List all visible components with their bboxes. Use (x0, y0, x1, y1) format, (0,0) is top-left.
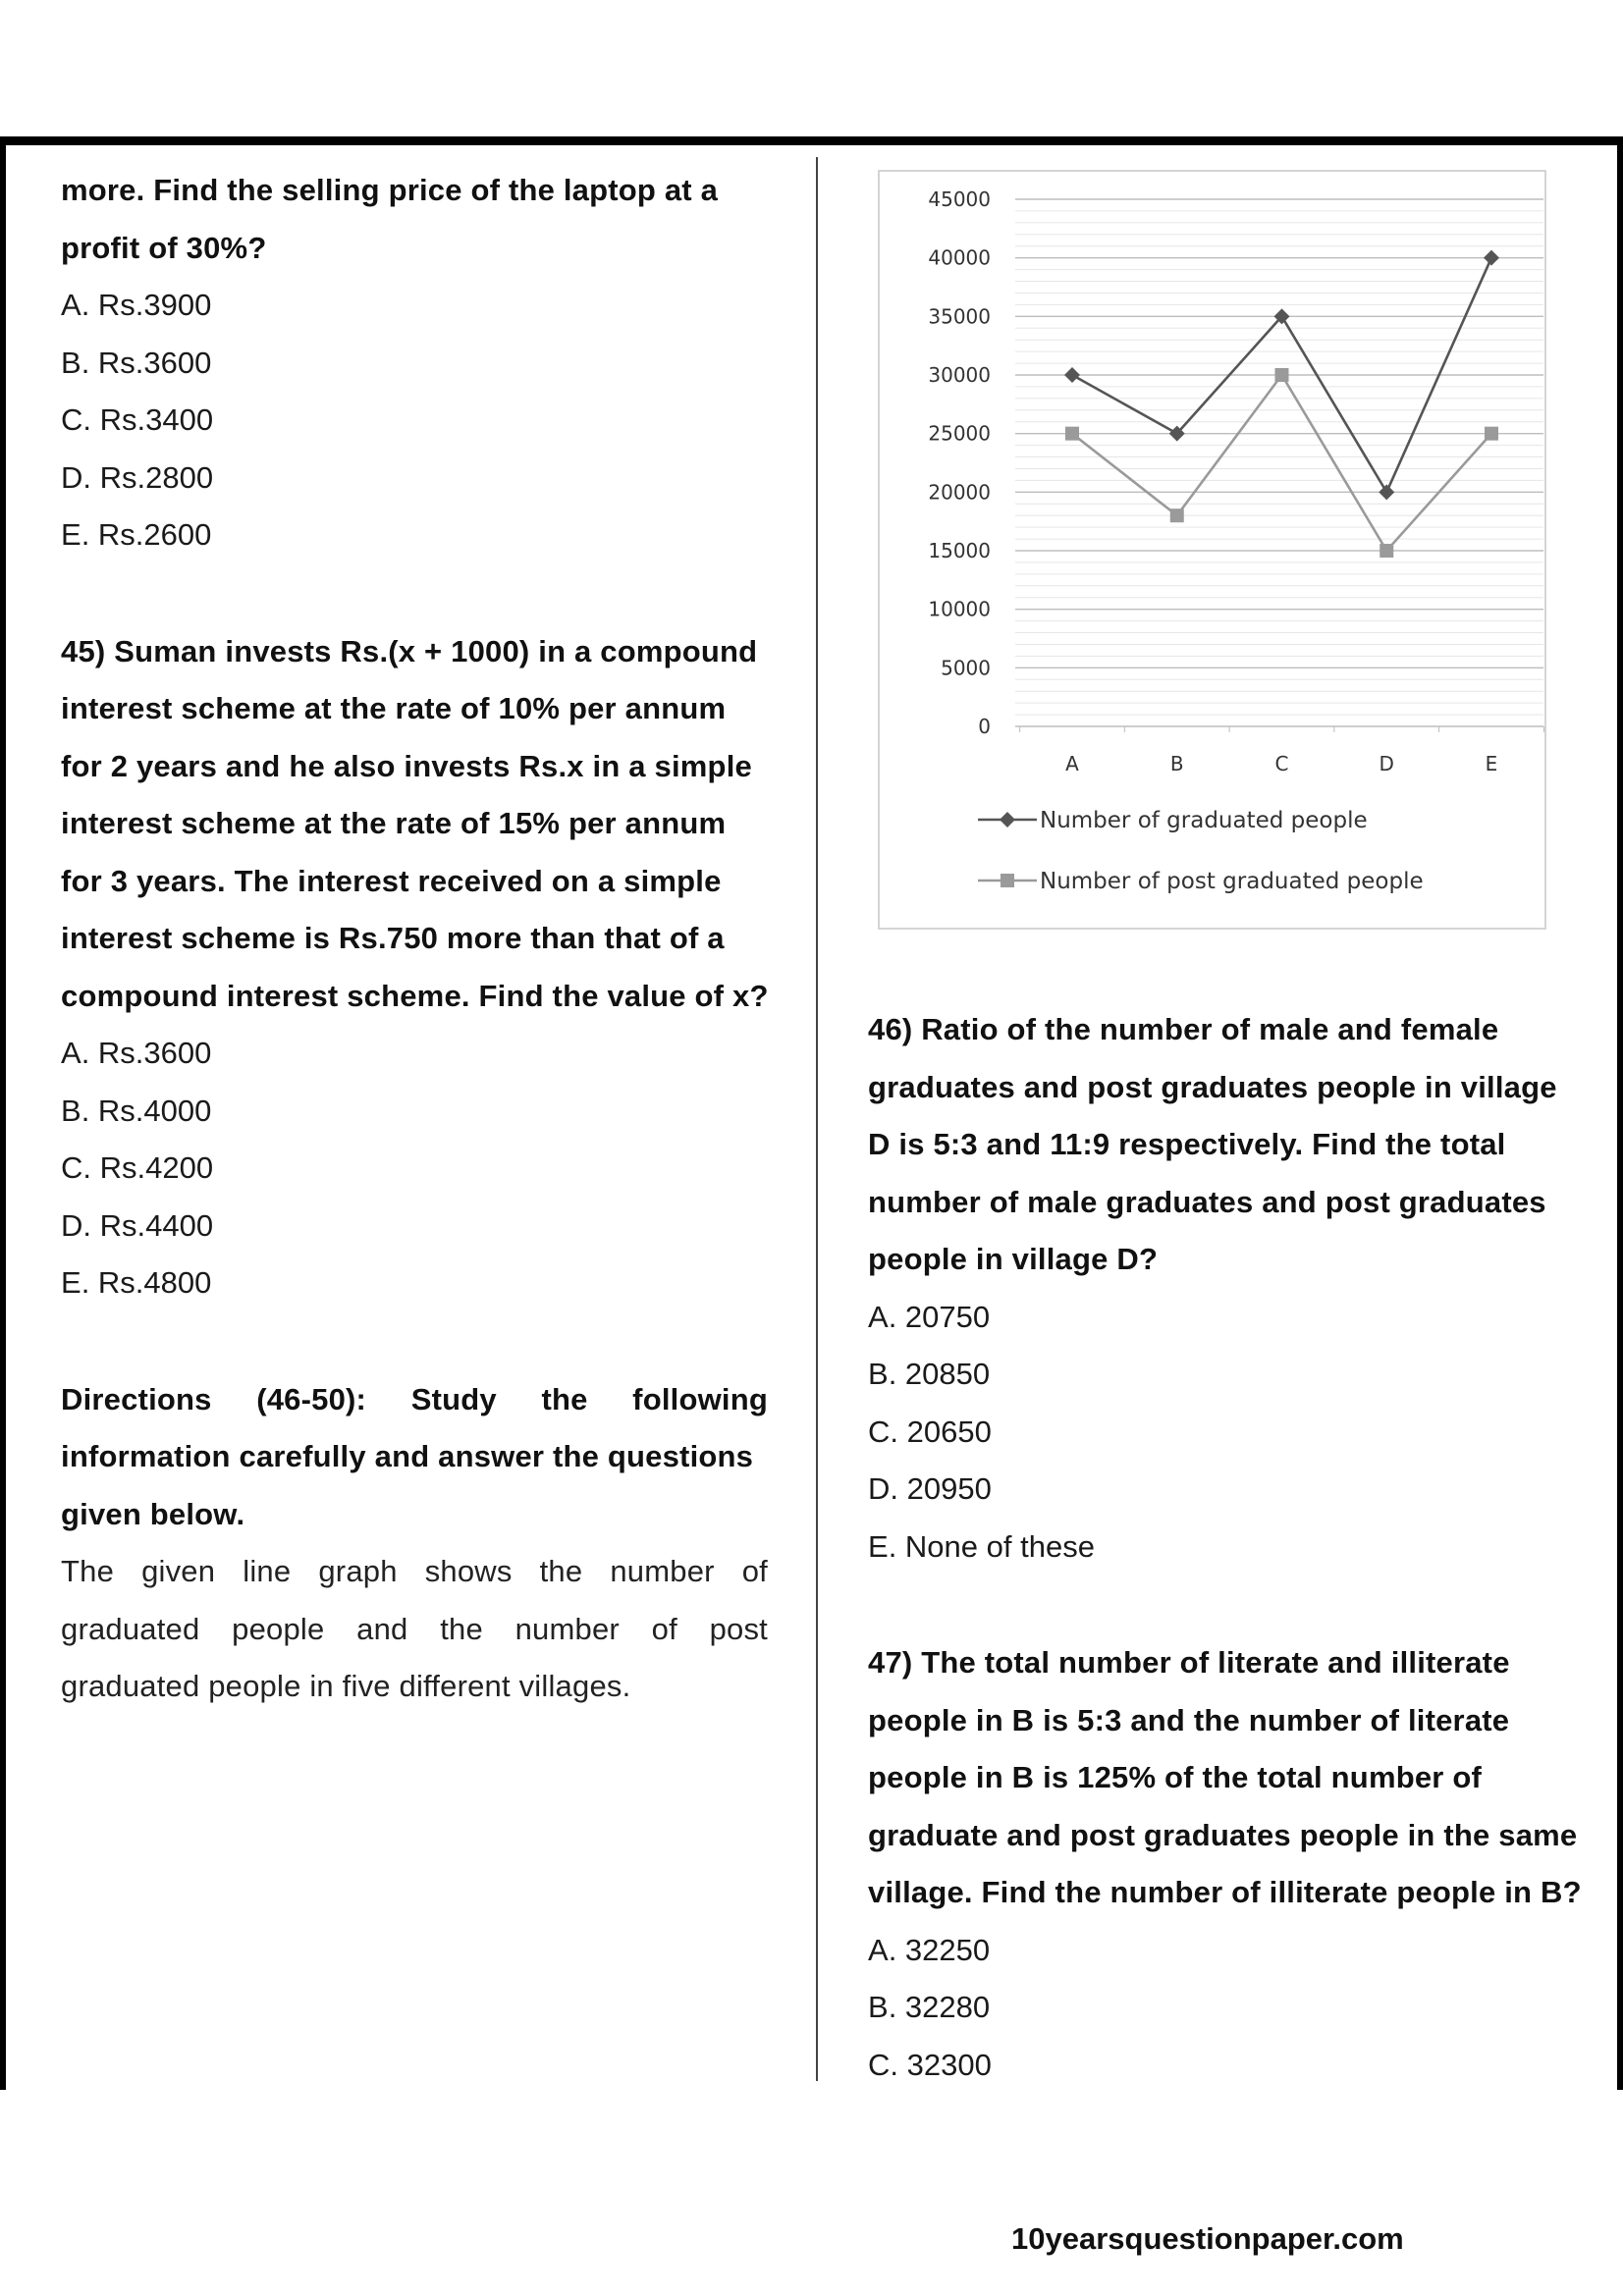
option-d: D. 20950 (868, 1471, 992, 1506)
option-a: A. Rs.3900 (61, 288, 212, 322)
question-text-line: people in B is 125% of the total number of (868, 1760, 1483, 1794)
question-text-line: for 2 years and he also invests Rs.x in a simple (61, 748, 752, 783)
legend-marker-diamond (1000, 812, 1015, 828)
directions-text-line: Directions (46-50): Study the following (61, 1381, 768, 1416)
y-tick-label: 30000 (928, 363, 991, 387)
legend-label: Number of graduated people (1040, 808, 1368, 833)
legend-label: Number of post graduated people (1040, 869, 1424, 894)
footer-watermark: 10yearsquestionpaper.com (1011, 2221, 1404, 2256)
option-b: B. Rs.3600 (61, 345, 212, 380)
spacer (868, 1575, 1575, 1634)
line-chart (878, 170, 1546, 930)
x-tick-label: C (1274, 752, 1289, 775)
options-list (61, 1025, 768, 1312)
question-text-line: for 3 years. The interest received on a simple (61, 863, 722, 898)
directions-block (61, 1371, 768, 1716)
data-point-graduated (1064, 367, 1080, 383)
question-text-line: graduates and post graduates people in village (868, 1069, 1557, 1104)
option-b: B. Rs.4000 (61, 1093, 212, 1128)
question-text-line: more. Find the selling price of the laptop at a (61, 173, 719, 207)
question-text-line: 47) The total number of literate and illiterate (868, 1645, 1510, 1680)
option-a: A. 32250 (868, 1932, 991, 1967)
x-tick-label: D (1379, 752, 1394, 775)
question-text-line: number of male graduates and post graduates (868, 1184, 1546, 1219)
question-text-line: interest scheme at the rate of 15% per annum (61, 806, 727, 840)
option-a: A. Rs.3600 (61, 1036, 212, 1070)
data-point-post-graduated (1275, 368, 1289, 382)
description-text-line: graduated people and the number of post (61, 1611, 768, 1646)
option-c: C. Rs.3400 (61, 402, 214, 437)
options-list (868, 1289, 1575, 1576)
option-e: E. None of these (868, 1528, 1095, 1564)
spacer (61, 564, 768, 623)
question-text-line: 45) Suman invests Rs.(x + 1000) in a compound (61, 633, 758, 668)
y-tick-label: 35000 (928, 304, 991, 329)
top-border-rule (0, 136, 1623, 145)
option-e: E. Rs.4800 (61, 1265, 212, 1300)
column-divider (816, 157, 818, 2081)
x-tick-label: A (1065, 752, 1079, 775)
data-point-post-graduated (1170, 508, 1184, 522)
option-c: C. 20650 (868, 1414, 992, 1449)
option-c: C. Rs.4200 (61, 1150, 214, 1185)
option-c: C. 32300 (868, 2047, 992, 2082)
question-44-continued (61, 162, 768, 564)
y-tick-label: 20000 (928, 480, 991, 505)
y-tick-label: 10000 (928, 597, 991, 621)
question-46 (868, 1001, 1575, 1575)
description-text-line: The given line graph shows the number of (61, 1554, 768, 1588)
options-list (868, 1922, 1575, 2095)
question-47 (868, 1634, 1582, 2094)
data-point-post-graduated (1065, 427, 1079, 441)
x-tick-label: B (1169, 752, 1184, 775)
option-b: B. 32280 (868, 1990, 991, 2024)
x-tick-label: E (1485, 752, 1498, 775)
left-column (61, 162, 768, 1716)
directions-text-line: given below. (61, 1496, 245, 1531)
y-tick-label: 45000 (928, 187, 991, 211)
directions-text-line: information carefully and answer the questions (61, 1439, 754, 1473)
line-chart-svg (880, 172, 1544, 928)
question-text-line: D is 5:3 and 11:9 respectively. Find the total (868, 1127, 1506, 1161)
left-border-rule (0, 136, 6, 2090)
y-tick-label: 15000 (928, 539, 991, 562)
question-text-line: compound interest scheme. Find the value of x? (61, 978, 769, 1013)
question-text-line: people in B is 5:3 and the number of literate (868, 1702, 1510, 1737)
option-d: D. Rs.4400 (61, 1207, 214, 1243)
option-e: E. Rs.2600 (61, 517, 212, 552)
question-text-line: people in village D? (868, 1242, 1159, 1276)
legend-marker-square (1001, 874, 1014, 887)
data-point-graduated (1379, 484, 1394, 500)
data-point-post-graduated (1485, 427, 1498, 441)
right-border-rule (1617, 136, 1623, 2090)
right-column (868, 1001, 1582, 2094)
option-b: B. 20850 (868, 1357, 991, 1391)
question-text-line: graduate and post graduates people in the same (868, 1817, 1578, 1852)
options-list (61, 277, 768, 564)
question-text-line: village. Find the number of illiterate people in B? (868, 1875, 1582, 1909)
question-text-line: interest scheme is Rs.750 more than that of a (61, 921, 725, 955)
spacer (61, 1312, 768, 1371)
y-tick-label: 5000 (941, 656, 991, 680)
data-point-post-graduated (1380, 544, 1393, 558)
question-45 (61, 623, 768, 1312)
option-a: A. 20750 (868, 1299, 991, 1334)
y-tick-label: 0 (978, 715, 991, 738)
y-tick-label: 25000 (928, 421, 991, 446)
description-text-line: graduated people in five different villages. (61, 1669, 631, 1703)
question-text-line: profit of 30%? (61, 230, 267, 265)
question-text-line: interest scheme at the rate of 10% per annum (61, 691, 727, 725)
data-point-graduated (1484, 250, 1499, 266)
question-text-line: 46) Ratio of the number of male and female (868, 1012, 1499, 1046)
y-tick-label: 40000 (928, 245, 991, 270)
option-d: D. Rs.2800 (61, 459, 214, 495)
